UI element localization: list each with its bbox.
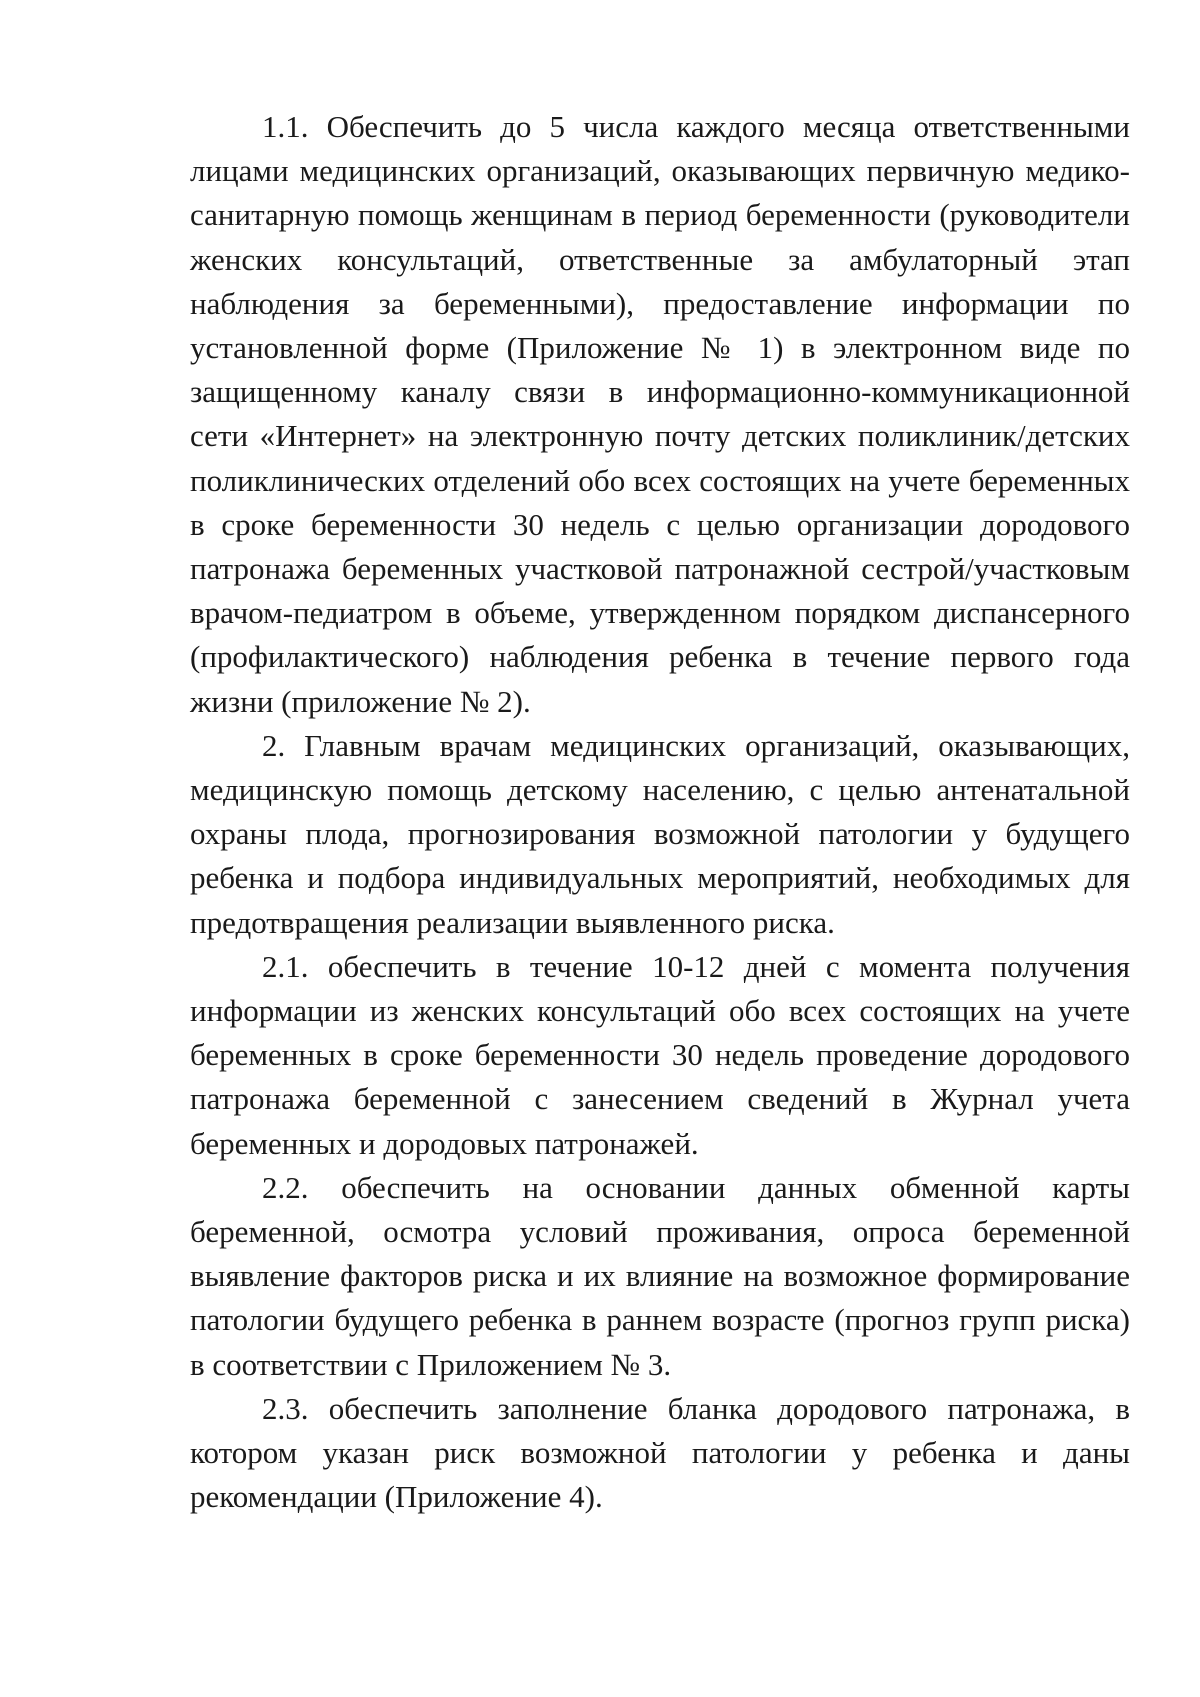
- paragraph-2-3: 2.3. обеспечить заполнение бланка дородового патронажа, в котором указан риск возможной патологии у ребенка и даны рекомендации (Приложение 4).: [190, 1390, 1130, 1515]
- paragraph-2: 2. Главным врачам медицинских организаций, оказывающих, медицинскую помощь детскому населению, с целью антенатальной охраны плода, прогнозирования возможной патологии у будущего ребенка и подбора индивидуальных мероприятий, необходимых для предотвращения реализации выявленного риска.: [190, 727, 1130, 940]
- paragraph-2-1: 2.1. обеспечить в течение 10-12 дней с момента получения информации из женских консультаций обо всех состоящих на учете беременных в сроке беременности 30 недель проведение дородового патронажа беременной с занесением сведений в Журнал учета беременных и дородовых патронажей.: [190, 948, 1130, 1161]
- paragraph-1-1: 1.1. Обеспечить до 5 числа каждого месяца ответственными лицами медицинских организаций, оказывающих первичную медико-санитарную помощь женщинам в период беременности (руководители женских консультаций, ответственные за амбулаторный этап наблюдения за беременными), предоставление информации по установленной форме (Приложение № 1) в электронном виде по защищенному каналу связи в информационно-коммуникационной сети «Интернет» на электронную почту детских поликлиник/детских поликлинических отделений обо всех состоящих на учете беременных в сроке беременности 30 недель с целью организации дородового патронажа беременных участковой патронажной сестрой/участковым врачом-педиатром в объеме, утвержденном порядком диспансерного (профилактического) наблюдения ребенка в течение первого года жизни (приложение № 2).: [190, 109, 1130, 719]
- paragraph-2-2: 2.2. обеспечить на основании данных обменной карты беременной, осмотра условий проживания, опроса беременной выявление факторов риска и их влияние на возможное формирование патологии будущего ребенка в раннем возрасте (прогноз групп риска) в соответствии с Приложением № 3.: [190, 1169, 1130, 1382]
- document-body: [190, 105, 1130, 1520]
